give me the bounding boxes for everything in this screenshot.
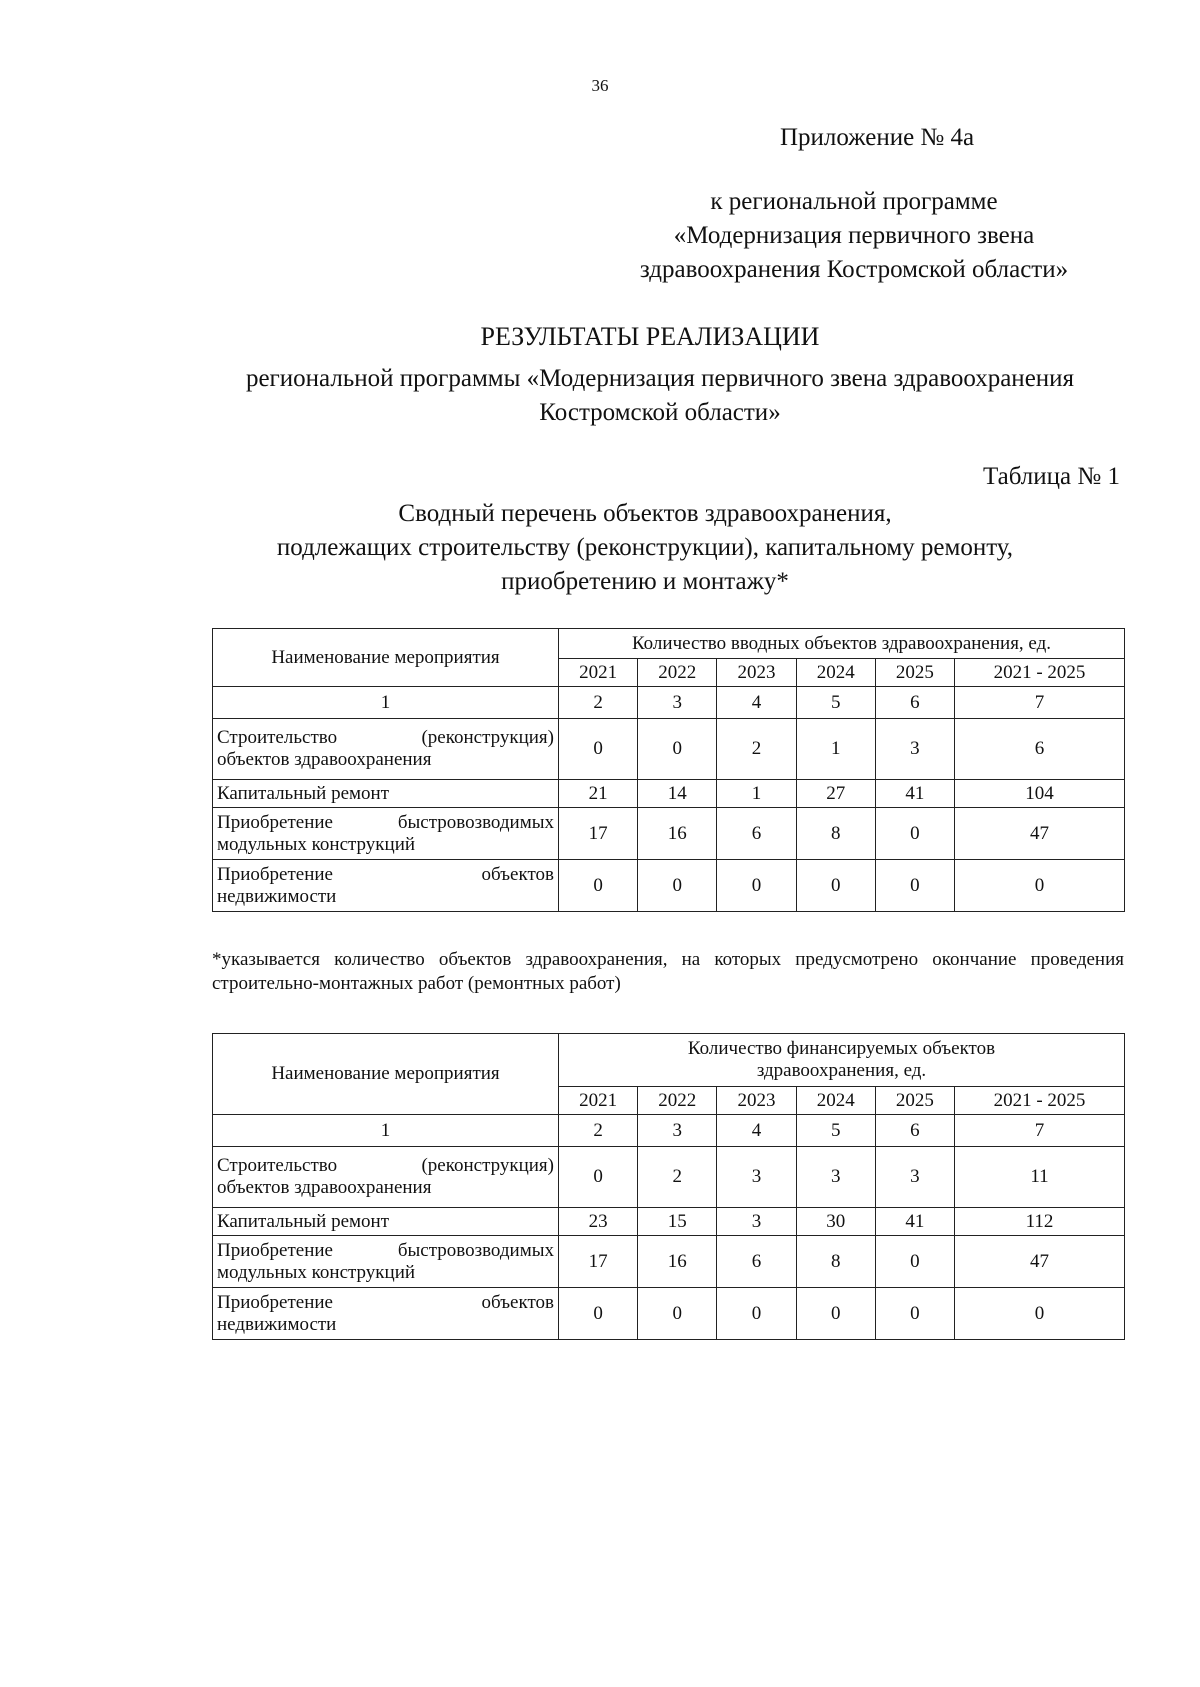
value-cell: 41 [875, 780, 954, 808]
value-cell: 11 [955, 1147, 1125, 1208]
value-cell: 30 [796, 1208, 875, 1236]
value-cell: 0 [638, 860, 717, 912]
value-cell: 1 [717, 780, 796, 808]
row-label-line: модульных конструкций [217, 833, 416, 855]
value-cell: 0 [955, 1288, 1125, 1340]
column-number: 4 [717, 687, 796, 719]
row-label-line: Строительство (реконструкция) [217, 1155, 554, 1176]
value-cell: 0 [875, 1288, 954, 1340]
row-label-line: Приобретение объектов [217, 863, 554, 885]
appendix-ref-line: к региональной программе [710, 188, 998, 215]
value-cell: 6 [717, 1236, 796, 1288]
value-cell: 2 [717, 719, 796, 780]
row-label [213, 719, 559, 780]
value-cell: 0 [559, 719, 638, 780]
year-header: 2021 [559, 1087, 638, 1115]
column-number-row [213, 1115, 1125, 1147]
value-cell: 0 [955, 860, 1125, 912]
value-cell: 0 [717, 1288, 796, 1340]
column-number: 3 [638, 1115, 717, 1147]
row-label-line: недвижимости [217, 885, 337, 907]
value-cell: 14 [638, 780, 717, 808]
column-number: 1 [213, 1115, 559, 1147]
value-cell: 0 [638, 719, 717, 780]
value-cell: 0 [875, 860, 954, 912]
year-header: 2024 [796, 1087, 875, 1115]
value-cell: 47 [955, 808, 1125, 860]
column-number: 2 [559, 1115, 638, 1147]
table-row [213, 719, 1125, 780]
column-number: 4 [717, 1115, 796, 1147]
table-label: Таблица № 1 [982, 463, 1120, 490]
value-cell: 27 [796, 780, 875, 808]
footnote: *указывается количество объектов здравоохранения, на которых предусмотрено окончание проведения строительно-монтажных работ (ремонтных работ) [212, 949, 1124, 994]
table-row [213, 1208, 1125, 1236]
value-cell: 0 [638, 1288, 717, 1340]
value-cell: 2 [638, 1147, 717, 1208]
value-cell: 112 [955, 1208, 1125, 1236]
value-cell: 3 [717, 1147, 796, 1208]
value-cell: 21 [559, 780, 638, 808]
group-header-line: Количество финансируемых объектов [687, 1038, 996, 1059]
value-cell: 47 [955, 1236, 1125, 1288]
appendix-ref-line: «Модернизация первичного звена [673, 222, 1035, 249]
column-number: 5 [796, 1115, 875, 1147]
value-cell: 1 [796, 719, 875, 780]
table-row [213, 1288, 1125, 1340]
caption-line: Сводный перечень объектов здравоохранения, [398, 500, 892, 527]
year-header: 2021 - 2025 [955, 659, 1125, 687]
value-cell: 3 [875, 1147, 954, 1208]
value-cell: 8 [796, 808, 875, 860]
table-row [213, 1147, 1125, 1208]
value-cell: 0 [796, 860, 875, 912]
row-label [213, 860, 559, 912]
column-number-row [213, 687, 1125, 719]
value-cell: 41 [875, 1208, 954, 1236]
value-cell: 0 [796, 1288, 875, 1340]
year-header: 2025 [875, 1087, 954, 1115]
page-number: 36 [591, 76, 609, 95]
value-cell: 6 [955, 719, 1125, 780]
value-cell: 16 [638, 808, 717, 860]
value-cell: 0 [875, 1236, 954, 1288]
column-number: 2 [559, 687, 638, 719]
appendix-title: Приложение № 4а [780, 124, 975, 151]
row-label-line: Приобретение объектов [217, 1291, 554, 1313]
appendix-ref-line: здравоохранения Костромской области» [639, 256, 1069, 283]
value-cell: 0 [559, 1288, 638, 1340]
row-label-line: Приобретение быстровозводимых [217, 811, 554, 833]
document-subtitle [180, 362, 1140, 430]
value-cell: 16 [638, 1236, 717, 1288]
value-cell: 6 [717, 808, 796, 860]
year-header: 2021 [559, 659, 638, 687]
table-row [213, 1236, 1125, 1288]
caption-line: подлежащих строительству (реконструкции), капитальному ремонту, [276, 534, 1014, 561]
row-label-line: объектов здравоохранения [217, 1177, 432, 1198]
column-number: 3 [638, 687, 717, 719]
value-cell: 15 [638, 1208, 717, 1236]
caption-line: приобретению и монтажу* [501, 568, 789, 595]
row-label [213, 1236, 559, 1288]
subtitle-line: региональной программы «Модернизация первичного звена здравоохранения [245, 365, 1075, 392]
value-cell: 0 [717, 860, 796, 912]
commissioned-objects-table [212, 628, 1125, 912]
value-cell: 17 [559, 808, 638, 860]
row-label [213, 1147, 559, 1208]
table-row [213, 860, 1125, 912]
row-label-line: Приобретение быстровозводимых [217, 1239, 554, 1261]
value-cell: 8 [796, 1236, 875, 1288]
value-cell: 0 [559, 860, 638, 912]
value-cell: 0 [559, 1147, 638, 1208]
column-number: 6 [875, 687, 954, 719]
value-cell: 0 [875, 808, 954, 860]
group-header-line: здравоохранения, ед. [756, 1060, 927, 1081]
year-header: 2024 [796, 659, 875, 687]
column-number: 1 [213, 687, 559, 719]
name-column-header: Наименование мероприятия [213, 629, 559, 687]
name-column-header: Наименование мероприятия [213, 1034, 559, 1115]
table-header-row [213, 1034, 1125, 1087]
group-header [559, 1034, 1125, 1087]
table-row [213, 808, 1125, 860]
row-label-line: недвижимости [217, 1313, 337, 1335]
column-number: 7 [955, 1115, 1125, 1147]
year-header: 2022 [638, 659, 717, 687]
year-header: 2023 [717, 659, 796, 687]
value-cell: 3 [717, 1208, 796, 1236]
column-number: 7 [955, 687, 1125, 719]
value-cell: 3 [796, 1147, 875, 1208]
row-label: Капитальный ремонт [213, 780, 559, 808]
table-row [213, 780, 1125, 808]
appendix-reference [594, 185, 1114, 287]
table-caption [190, 497, 1100, 599]
year-header: 2023 [717, 1087, 796, 1115]
row-label-line: модульных конструкций [217, 1261, 416, 1283]
row-label-line: объектов здравоохранения [217, 749, 432, 770]
year-header: 2025 [875, 659, 954, 687]
table-header-row [213, 629, 1125, 659]
document-title: РЕЗУЛЬТАТЫ РЕАЛИЗАЦИИ [480, 322, 820, 351]
group-header: Количество вводных объектов здравоохранения, ед. [559, 629, 1125, 659]
value-cell: 104 [955, 780, 1125, 808]
row-label [213, 1288, 559, 1340]
subtitle-line: Костромской области» [539, 399, 781, 426]
row-label-line: Строительство (реконструкция) [217, 727, 554, 748]
financed-objects-table [212, 1033, 1125, 1340]
value-cell: 3 [875, 719, 954, 780]
column-number: 5 [796, 687, 875, 719]
column-number: 6 [875, 1115, 954, 1147]
row-label [213, 808, 559, 860]
value-cell: 17 [559, 1236, 638, 1288]
value-cell: 23 [559, 1208, 638, 1236]
year-header: 2022 [638, 1087, 717, 1115]
year-header: 2021 - 2025 [955, 1087, 1125, 1115]
row-label: Капитальный ремонт [213, 1208, 559, 1236]
